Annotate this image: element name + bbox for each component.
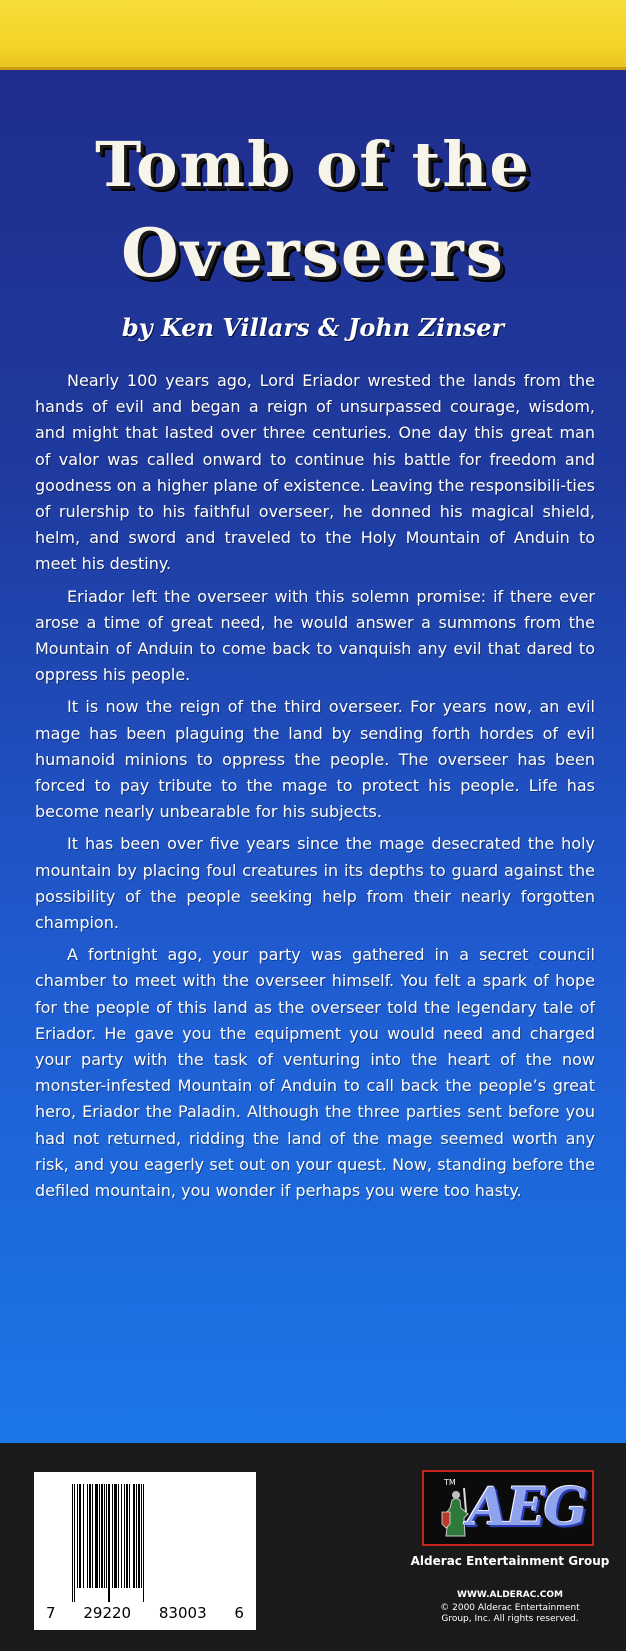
story-paragraph-3: It is now the reign of the third overseer. For years now, an evil mage has been plaguing the land by sending forth hordes of evil humanoid minions to oppress the people. The overseer has been forced to pay tribute to the mage to protect his people. Life has become nearly unbearable for his subjects. — [35, 697, 595, 822]
barcode-bars — [72, 1484, 240, 1594]
publisher-website[interactable]: WWW.ALDERAC.COM — [457, 1590, 563, 1600]
aeg-logo — [422, 1470, 594, 1546]
title-line-2: Overseers — [121, 214, 505, 292]
barcode-digits-right: 83003 — [158, 1604, 207, 1622]
barcode-digit-first: 7 — [46, 1604, 56, 1622]
barcode-digit-last: 6 — [234, 1604, 244, 1622]
title-line-1: Tomb of the — [95, 128, 531, 201]
aeg-logo-text: AEG — [467, 1477, 587, 1538]
copyright-line-1: © 2000 Alderac Entertainment — [440, 1603, 580, 1613]
story-paragraph-5: A fortnight ago, your party was gathered in a secret council chamber to meet with the overseer himself. You felt a spark of hope for the people of this land as the overseer told the legendary tale of Eriador. He gave you the equipment you would need and charged your party with the task of venturing into the heart of the now monster-infested Mountain of Anduin to call back the people’s great hero, Eriador the Paladin. Although the three parties sent before you had not returned, ridding the land of the mage seemed worth any risk, and you eagerly set out on your quest. Now, standing before the defiled mountain, you wonder if perhaps you were too hasty. — [35, 945, 595, 1201]
barcode-bar — [144, 1484, 145, 1602]
barcode-digits — [46, 1604, 244, 1622]
copyright-notice — [420, 1603, 600, 1625]
story-paragraph-2: Eriador left the overseer with this solemn promise: if there ever arose a time of great need, he would answer a summons from the Mountain of Anduin to come back to vanquish any evil that dared to oppress his people. — [35, 586, 595, 685]
top-yellow-band — [0, 0, 626, 70]
story-paragraph-4: It has been over five years since the mage desecrated the holy mountain by placing foul creatures in its depths to guard against the possibility of the people seeking help from their nearly forgotten champion. — [35, 834, 595, 933]
copyright-line-2: Group, Inc. All rights reserved. — [441, 1614, 579, 1624]
story-text — [35, 368, 595, 1210]
trademark-mark: TM — [444, 1478, 456, 1487]
barcode-digits-left: 29220 — [83, 1604, 132, 1622]
byline: by Ken Villars & John Zinser — [121, 313, 505, 342]
barcode — [34, 1472, 256, 1630]
story-paragraph-1: Nearly 100 years ago, Lord Eriador wrested the lands from the hands of evil and began a reign of unsurpassed courage, wisdom, and might that lasted over three centuries. One day this great man of valor was called onward to continue his battle for freedom and goodness on a higher plane of existence. Leaving the responsibili-ties of rulership to his faithful overseer, he donned his magical shield, helm, and sword and traveled to the Holy Mountain of Anduin to meet his destiny. — [35, 371, 595, 574]
publisher-name: Alderac Entertainment Group — [410, 1554, 610, 1568]
